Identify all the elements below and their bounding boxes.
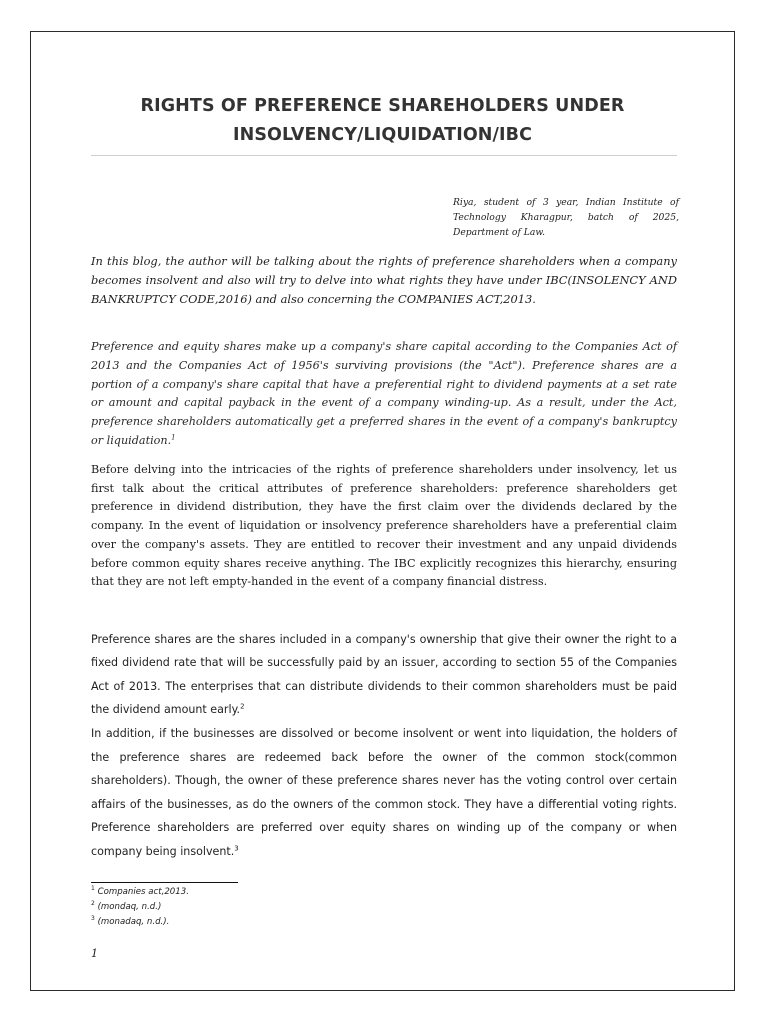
footnote-number: 1 xyxy=(91,885,95,893)
footnote-number: 2 xyxy=(91,900,95,908)
footnote-number: 3 xyxy=(91,915,95,923)
title-line-2: INSOLVENCY/LIQUIDATION/IBC xyxy=(232,125,533,145)
footnote-text: Companies act,2013. xyxy=(97,887,189,897)
body-paragraph-3 xyxy=(91,628,677,722)
footnote-2 xyxy=(91,900,189,915)
page-number: 1 xyxy=(91,947,98,960)
footnote-text: (mondaq, n.d.) xyxy=(97,902,162,912)
paragraph-text: In addition, if the businesses are dissolved or become insolvent or went into liquidation, the holders of the preference shares are redeemed back before the owner of the common stock(common shareholders). Though, the owner of these preference shares never has the voting control over certain affairs of the businesses, as do the owners of the common stock. They have a differential voting rights. Preference shareholders are preferred over equity shares on winding up of the company or when company being insolvent. xyxy=(91,727,677,858)
title-divider xyxy=(91,155,677,156)
footnotes xyxy=(91,885,189,930)
paragraph-text: Preference shares are the shares included in a company's ownership that give their owner the right to a fixed dividend rate that will be successfully paid by an issuer, according to section 55 of the Companies Act of 2013. The enterprises that can distribute dividends to their common shareholders must be paid the dividend amount early. xyxy=(91,633,677,717)
paragraph-text: Before delving into the intricacies of the rights of preference shareholders under insolvency, let us first talk about the critical attributes of preference shareholders: preference shareholders get preference in dividend distribution, they have the first claim over the dividends declared by the company. In the event of liquidation or insolvency preference shareholders have a preferential claim over the company's assets. They are entitled to recover their investment and any unpaid dividends before common equity shares receive anything. The IBC explicitly recognizes this hierarchy, ensuring that they are not left empty-handed in the event of a company financial distress. xyxy=(91,463,677,589)
body-paragraph-4 xyxy=(91,722,677,863)
title-line-1: RIGHTS OF PREFERENCE SHAREHOLDERS UNDER xyxy=(140,96,625,116)
footnote-ref-1[interactable]: 1 xyxy=(171,433,176,442)
footnote-1 xyxy=(91,885,189,900)
footnote-ref-2[interactable]: 2 xyxy=(240,702,245,711)
footnote-ref-3[interactable]: 3 xyxy=(234,843,239,852)
intro-paragraph: In this blog, the author will be talking about the rights of preference shareholders when a company becomes insolvent and also will try to delve into what rights they have under IBC(INSOLENCY AND BANKRUPTCY CODE,2016) and also concerning the COMPANIES ACT,2013. xyxy=(91,254,677,306)
author-byline: Riya, student of 3 year, Indian Institute of Technology Kharagpur, batch of 2025, Department of Law. xyxy=(453,197,679,238)
paragraph-text: Preference and equity shares make up a company's share capital according to the Companies Act of 2013 and the Companies Act of 1956's surviving provisions (the "Act"). Preference shares are a portion of a company's share capital that have a preferential right to dividend payments at a set rate or amount and capital payback in the event of a company winding-up. As a result, under the Act, preference shareholders automatically get a preferred shares in the event of a company's bankruptcy or liquidation. xyxy=(91,340,677,447)
document-page xyxy=(30,31,735,991)
footnote-separator xyxy=(91,882,238,883)
body-paragraph-2 xyxy=(91,461,677,592)
footnote-text: (monadaq, n.d.). xyxy=(97,917,170,927)
footnote-3 xyxy=(91,915,189,930)
body-paragraph-1 xyxy=(91,338,677,451)
page-title xyxy=(31,92,734,150)
